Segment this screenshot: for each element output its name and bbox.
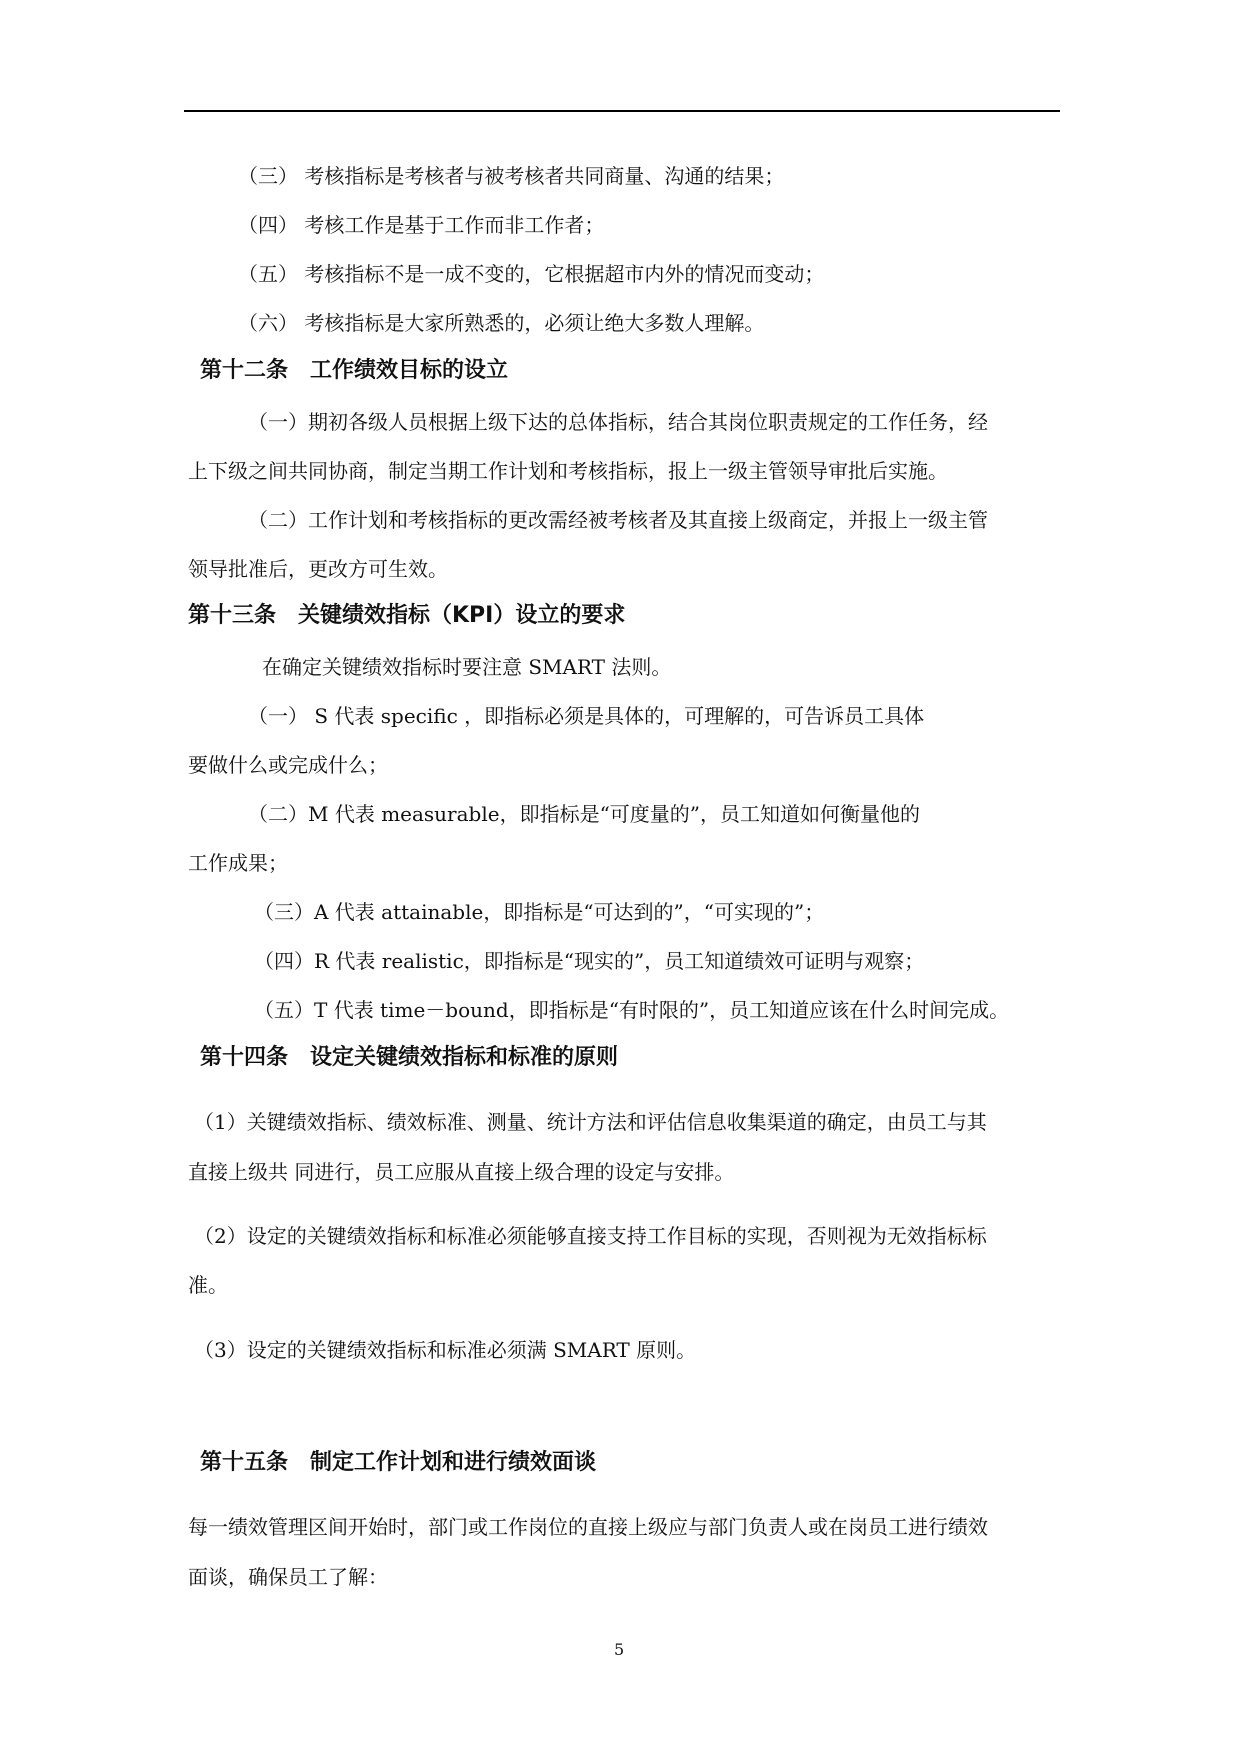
article-13-heading: 第十三条 关键绩效指标（KPI）设立的要求 <box>188 603 626 628</box>
text-line: （六） 考核指标是大家所熟悉的，必须让绝大多数人理解。 <box>238 311 765 335</box>
text-line: （五） 考核指标不是一成不变的，它根据超市内外的情况而变动； <box>238 262 825 286</box>
text-line: （2）设定的关键绩效指标和标准必须能够直接支持工作目标的实现，否则视为无效指标标 <box>194 1224 987 1248</box>
article-15-heading: 第十五条 制定工作计划和进行绩效面谈 <box>200 1450 597 1475</box>
text-line: 上下级之间共同协商，制定当期工作计划和考核指标，报上一级主管领导审批后实施。 <box>188 459 948 483</box>
text-line: 面谈，确保员工了解： <box>188 1565 388 1589</box>
text-line: 在确定关键绩效指标时要注意 SMART 法则。 <box>262 655 672 679</box>
article-12-heading: 第十二条 工作绩效目标的设立 <box>200 358 509 383</box>
text-line: （1）关键绩效指标、绩效标准、测量、统计方法和评估信息收集渠道的确定，由员工与其 <box>194 1110 987 1134</box>
text-line: 准。 <box>188 1273 228 1297</box>
text-line: 要做什么或完成什么； <box>188 753 388 777</box>
text-line: （五）T 代表 time－bound，即指标是“有时限的”，员工知道应该在什么时间完成。 <box>254 998 1010 1022</box>
text-line: （四） 考核工作是基于工作而非工作者； <box>238 213 605 237</box>
text-line: （四）R 代表 realistic，即指标是“现实的”，员工知道绩效可证明与观察； <box>254 949 925 973</box>
text-line: （3）设定的关键绩效指标和标准必须满 SMART 原则。 <box>194 1338 697 1362</box>
text-line: （一） S 代表 specific ，即指标必须是具体的，可理解的，可告诉员工具体 <box>248 704 925 728</box>
text-line: 每一绩效管理区间开始时，部门或工作岗位的直接上级应与部门负责人或在岗员工进行绩效 <box>188 1515 988 1539</box>
text-line: （二）工作计划和考核指标的更改需经被考核者及其直接上级商定，并报上一级主管 <box>248 508 988 532</box>
text-line: （二）M 代表 measurable，即指标是“可度量的”，员工知道如何衡量他的 <box>248 802 921 826</box>
text-line: （三） 考核指标是考核者与被考核者共同商量、沟通的结果； <box>238 164 785 188</box>
text-line: （一）期初各级人员根据上级下达的总体指标，结合其岗位职责规定的工作任务，经 <box>248 410 988 434</box>
text-line: （三）A 代表 attainable，即指标是“可达到的”，“可实现的”； <box>254 900 825 924</box>
article-14-heading: 第十四条 设定关键绩效指标和标准的原则 <box>200 1045 619 1070</box>
text-line: 工作成果； <box>188 851 288 875</box>
header-rule <box>184 110 1060 112</box>
text-line: 领导批准后，更改方可生效。 <box>188 557 448 581</box>
page-number: 5 <box>614 1640 625 1659</box>
text-line: 直接上级共 同进行，员工应服从直接上级合理的设定与安排。 <box>188 1160 735 1184</box>
